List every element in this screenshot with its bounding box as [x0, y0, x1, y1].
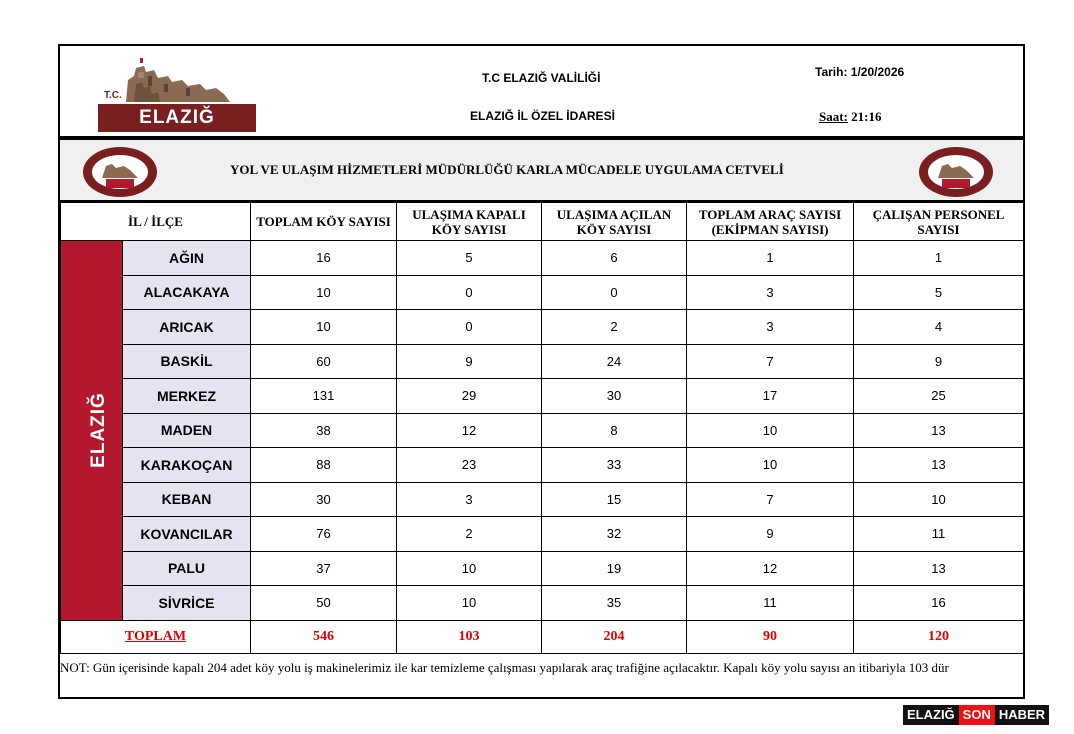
cell-vehicles: 10 [687, 413, 854, 448]
district-name: AĞIN [123, 241, 251, 276]
table-row [61, 379, 1024, 414]
brand-part-3: HABER [995, 705, 1049, 725]
district-name: KEBAN [123, 482, 251, 517]
cell-total: 37 [251, 551, 397, 586]
column-header: İL / İLÇE [61, 203, 251, 241]
table-row [61, 413, 1024, 448]
cell-total: 38 [251, 413, 397, 448]
cell-closed: 2 [397, 517, 542, 552]
cell-closed: 10 [397, 551, 542, 586]
totals-cell: 90 [687, 620, 854, 653]
logo-title: ELAZIĞ [98, 104, 256, 132]
cell-closed: 10 [397, 586, 542, 621]
table-header-row [61, 203, 1024, 241]
district-name: SİVRİCE [123, 586, 251, 621]
time-value: 21:16 [851, 109, 882, 124]
cell-opened: 19 [542, 551, 687, 586]
cell-opened: 24 [542, 344, 687, 379]
cell-vehicles: 7 [687, 344, 854, 379]
cell-staff: 13 [854, 551, 1024, 586]
cell-staff: 5 [854, 275, 1024, 310]
totals-cell: 546 [251, 620, 397, 653]
district-name: KARAKOÇAN [123, 448, 251, 483]
column-header: ULAŞIMA KAPALI KÖY SAYISI [397, 203, 542, 241]
cell-opened: 0 [542, 275, 687, 310]
watermark-brand [903, 705, 1049, 725]
table-row [61, 448, 1024, 483]
title-band [60, 140, 1023, 202]
cell-closed: 3 [397, 482, 542, 517]
cell-total: 10 [251, 310, 397, 345]
cell-total: 76 [251, 517, 397, 552]
cell-staff: 9 [854, 344, 1024, 379]
cell-opened: 35 [542, 586, 687, 621]
totals-row [61, 620, 1024, 653]
cell-closed: 0 [397, 310, 542, 345]
cell-staff: 16 [854, 586, 1024, 621]
institution-title: T.C ELAZIĞ VALİLİĞİ [482, 71, 601, 85]
district-name: MERKEZ [123, 379, 251, 414]
totals-cell: 120 [854, 620, 1024, 653]
column-header: ULAŞIMA AÇILAN KÖY SAYISI [542, 203, 687, 241]
table-row [61, 344, 1024, 379]
table-row [61, 310, 1024, 345]
cell-staff: 10 [854, 482, 1024, 517]
cell-total: 30 [251, 482, 397, 517]
cell-total: 60 [251, 344, 397, 379]
cell-closed: 12 [397, 413, 542, 448]
district-name: MADEN [123, 413, 251, 448]
totals-cell: 204 [542, 620, 687, 653]
band-title: YOL VE ULAŞIM HİZMETLERİ MÜDÜRLÜĞÜ KARLA MÜCADELE UYGULAMA CETVELİ [230, 162, 784, 177]
province-cell: ELAZIĞ [61, 241, 123, 621]
date-label: Tarih: 1/20/2026 [815, 65, 905, 79]
department-title: ELAZIĞ İL ÖZEL İDARESİ [470, 109, 615, 123]
brand-part-2: SON [959, 705, 995, 725]
cell-vehicles: 3 [687, 275, 854, 310]
district-name: BASKİL [123, 344, 251, 379]
district-name: ALACAKAYA [123, 275, 251, 310]
totals-cell: 103 [397, 620, 542, 653]
cell-vehicles: 7 [687, 482, 854, 517]
cell-vehicles: 12 [687, 551, 854, 586]
table-row [61, 482, 1024, 517]
cell-opened: 33 [542, 448, 687, 483]
time-label: Saat: [819, 109, 848, 124]
table-row [61, 586, 1024, 621]
cell-closed: 23 [397, 448, 542, 483]
cell-total: 50 [251, 586, 397, 621]
cell-opened: 6 [542, 241, 687, 276]
cell-vehicles: 17 [687, 379, 854, 414]
cell-staff: 13 [854, 413, 1024, 448]
cell-vehicles: 1 [687, 241, 854, 276]
cell-total: 88 [251, 448, 397, 483]
cell-closed: 9 [397, 344, 542, 379]
valilik-logo [98, 58, 256, 132]
cell-staff: 1 [854, 241, 1024, 276]
cell-total: 131 [251, 379, 397, 414]
totals-label: TOPLAM [61, 620, 251, 653]
table-row [61, 275, 1024, 310]
table-row [61, 517, 1024, 552]
table-row [61, 241, 1024, 276]
column-header: ÇALIŞAN PERSONEL SAYISI [854, 203, 1024, 241]
cell-vehicles: 3 [687, 310, 854, 345]
cell-opened: 30 [542, 379, 687, 414]
cell-opened: 8 [542, 413, 687, 448]
cell-staff: 25 [854, 379, 1024, 414]
cell-opened: 2 [542, 310, 687, 345]
column-header: TOPLAM ARAÇ SAYISI (EKİPMAN SAYISI) [687, 203, 854, 241]
brand-part-1: ELAZIĞ [903, 705, 959, 725]
cell-closed: 0 [397, 275, 542, 310]
cell-closed: 29 [397, 379, 542, 414]
cell-opened: 15 [542, 482, 687, 517]
ozel-idare-emblem-left [82, 146, 158, 198]
cell-closed: 5 [397, 241, 542, 276]
cell-staff: 4 [854, 310, 1024, 345]
cell-total: 10 [251, 275, 397, 310]
footnote: NOT: Gün içerisinde kapalı 204 adet köy yolu iş makinelerimiz ile kar temizleme çalışması yapılarak araç trafiğine açılacaktır. Kapalı köy yolu sayısı an itibariyla 103 dür [60, 660, 949, 675]
logo-tc-label: T.C. [104, 90, 122, 101]
snow-operations-table [60, 202, 1024, 654]
cell-vehicles: 9 [687, 517, 854, 552]
time-display [819, 109, 881, 125]
district-name: PALU [123, 551, 251, 586]
cell-opened: 32 [542, 517, 687, 552]
ozel-idare-emblem-right [918, 146, 994, 198]
cell-vehicles: 10 [687, 448, 854, 483]
column-header: TOPLAM KÖY SAYISI [251, 203, 397, 241]
table-row [61, 551, 1024, 586]
cell-total: 16 [251, 241, 397, 276]
cell-staff: 13 [854, 448, 1024, 483]
district-name: KOVANCILAR [123, 517, 251, 552]
district-name: ARICAK [123, 310, 251, 345]
cell-vehicles: 11 [687, 586, 854, 621]
cell-staff: 11 [854, 517, 1024, 552]
